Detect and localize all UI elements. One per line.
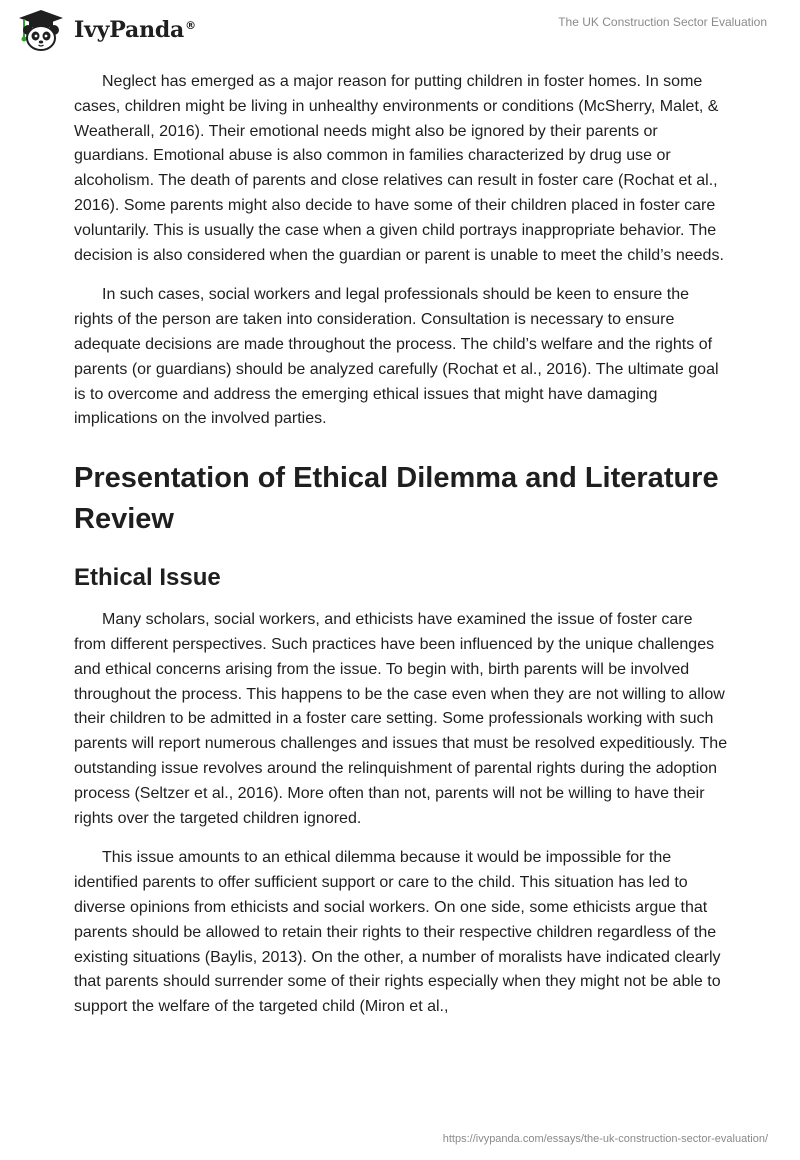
paragraph-rights: In such cases, social workers and legal professionals should be keen to ensure the rights of the person are taken into consideration. Consultation is necessary to ensure adequate decisions are made throughout the process. The child’s welfare and the rights of parents (or guardians) should be analyzed carefully (Rochat et al., 2016). The ultimate goal is to overcome and address the emerging ethical issues that might have damaging implications on the involved parties.: [74, 286, 719, 428]
panda-mortarboard-icon: [16, 8, 66, 52]
essay-content: [74, 70, 728, 1035]
brand-name: IvyPanda®: [74, 17, 196, 43]
source-url[interactable]: https://ivypanda.com/essays/the-uk-construction-sector-evaluation/: [442, 1133, 768, 1145]
paragraph-perspectives: Many scholars, social workers, and ethicists have examined the issue of foster care from different perspectives. Such practices have been influenced by the unique challenges and ethical concerns arising from the issue. To begin with, birth parents will be involved throughout the process. This happens to be the case even when they are not willing to allow their children to be admitted in a foster care setting. Some professionals working with such parents will report numerous challenges and issues that must be resolved expeditiously. The outstanding issue revolves around the relinquishment of parental rights during the adoption process (Seltzer et al., 2016). More often than not, parents will not be willing to have their rights over the targeted children ignored.: [74, 611, 728, 827]
brand-logo[interactable]: [16, 8, 196, 52]
subsection-heading: Ethical Issue: [74, 564, 221, 592]
paragraph-neglect: Neglect has emerged as a major reason for putting children in foster homes. In some cases, children might be living in unhealthy environments or conditions (McSherry, Malet, & Weatherall, 2016). Their emotional needs might also be ignored by their parents or guardians. Emotional abuse is also common in families characterized by drug use or alcoholism. The death of parents and close relatives can result in foster care (Rochat et al., 2016). Some parents might also decide to have some of their children placed in foster care voluntarily. This is usually the case when a given child portrays inappropriate behavior. The decision is also considered when the guardian or parent is unable to meet the child’s needs.: [74, 73, 724, 264]
registered-mark: ®: [185, 18, 196, 32]
paragraph-dilemma: This issue amounts to an ethical dilemma because it would be impossible for the identified parents to offer sufficient support or care to the child. This situation has led to diverse opinions from ethicists and social workers. On one side, some ethicists argue that parents should be allowed to retain their rights to their respective children regardless of the existing situations (Baylis, 2013). On the other, a number of moralists have indicated clearly that parents should surrender some of their rights especially when they might not be able to support the welfare of the targeted child (Miron et al.,: [74, 849, 721, 1016]
section-heading: Presentation of Ethical Dilemma and Literature Review: [74, 462, 719, 536]
document-title: The UK Construction Sector Evaluation: [558, 15, 767, 29]
